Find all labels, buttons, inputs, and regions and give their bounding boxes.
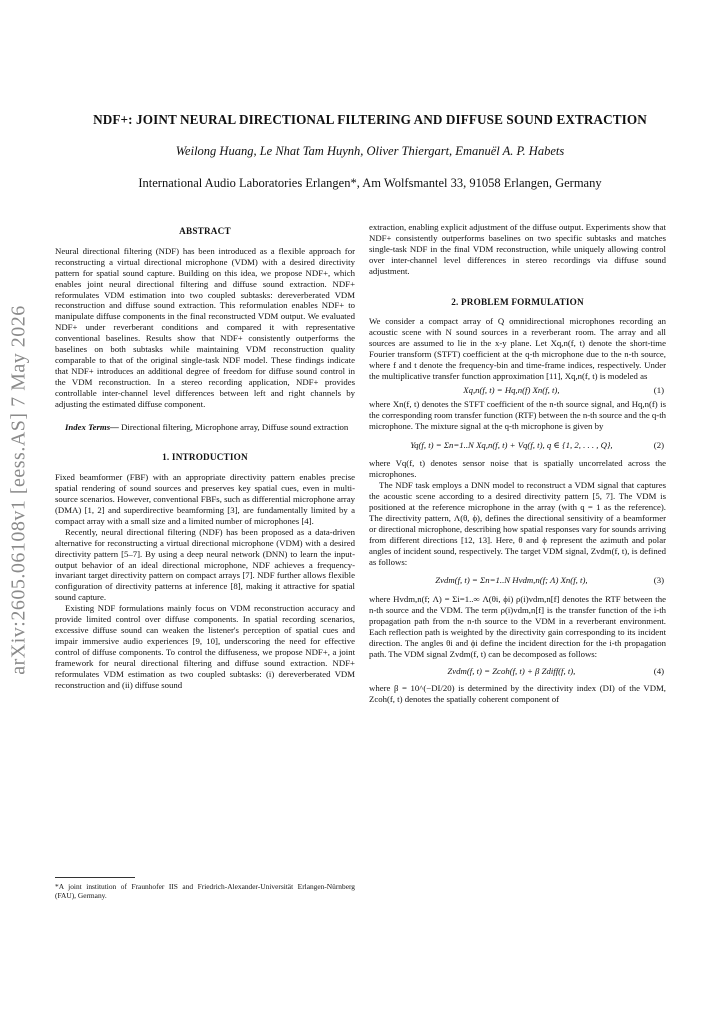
equation-4: [369, 666, 666, 677]
equation-4-body: Zvdm(f, t) = Zcoh(f, t) + β Zdiff(f, t),: [447, 665, 576, 676]
equation-2: [369, 440, 666, 451]
intro-heading: 1. INTRODUCTION: [162, 452, 248, 463]
paper-title: NDF+: JOINT NEURAL DIRECTIONAL FILTERING AND DIFFUSE SOUND EXTRACTION: [93, 112, 647, 127]
arxiv-stamp: arXiv:2605.06108v1 [eess.AS] 7 May 2026: [7, 305, 30, 675]
author-list: Weilong Huang, Le Nhat Tam Huynh, Oliver Thiergart, Emanuël A. P. Habets: [175, 144, 565, 158]
abstract-text: Neural directional filtering (NDF) has been introduced as a flexible approach for reconstructing a virtual directional microphone (VDM) with a desired directivity pattern for spatial sound capture. Building on this idea, we propose NDF+, which enables joint neural directional filtering and diffuse sound extraction. NDF+ reformulates VDM estimation into two coupled subtasks: dereverberated VDM reconstruction and diffuse sound extraction. This reformulation enables NDF+ to manipulate diffuse components in the final reconstructed VDM output. We evaluated NDF+ under reverberant conditions and compared it with representative conventional baselines. Results show that NDF+ consistently outperforms the baselines on both subtasks while maintaining VDM reconstruction quality comparable to that of the original single-task NDF model. These findings indicate that NDF+ introduces an additional degree of freedom for diffuse sound control in the VDM reconstruction. In a stereo recording application, NDF+ provides controllable inter-channel level differences between left and right channels by adjusting the estimated diffuse component.: [55, 245, 355, 409]
equation-2-number: (2): [653, 439, 664, 450]
intro-paragraph-2: Recently, neural directional filtering (NDF) has been proposed as a data-driven alternative for reconstructing a virtual directional microphone (VDM) with a desired directivity pattern [5–7]. By using a deep neural network (DNN) to learn the input-output behavior of an ideal directional microphone, NDF achieves a frequency-invariant target directivity pattern on compact arrays [7]. NDF further allows flexible configuration of directivity patterns at inference [8], making it attractive for spatial sound capture.: [55, 526, 355, 603]
equation-1: [369, 385, 666, 396]
footnote-rule: [55, 877, 135, 878]
equation-3-number: (3): [653, 575, 664, 586]
footnote: [55, 877, 355, 900]
right-column: [369, 222, 666, 705]
footnote-text: *A joint institution of Fraunhofer IIS and Friedrich-Alexander-Universität Erlangen-Nürnberg (FAU), Germany.: [55, 882, 355, 900]
equation-2-body: Yq(f, t) = Σn=1..N Xq,n(f, t) + Vq(f, t), q ∈ {1, 2, . . . , Q},: [410, 439, 613, 450]
problem-paragraph-6: where β = 10^(−DI/20) is determined by the directivity index (DI) of the VDM, Zcoh(f, t) denotes the spatially coherent component of: [369, 682, 666, 704]
equation-3: [369, 575, 666, 586]
affiliation: International Audio Laboratories Erlangen*, Am Wolfsmantel 33, 91058 Erlangen, Germany: [138, 176, 602, 190]
abstract-heading: ABSTRACT: [179, 226, 231, 236]
index-terms: [55, 422, 355, 433]
problem-heading: 2. PROBLEM FORMULATION: [451, 296, 584, 307]
problem-paragraph-5: where Hvdm,n(f; Λ) = Σi=1..∞ Λ(θi, ϕi) ρ(i)vdm,n[f] denotes the RTF between the n-th source and the VDM. The term ρ(i)vdm,n[f] is the transfer function of the i-th propagation path from the n-th source to the VDM in a reverberant environment. Each reflection path is weighted by the directivity gain corresponding to its incident direction. The angles θi and ϕi define the incident direction for the i-th propagation path. The VDM signal Zvdm(f, t) can be decomposed as follows:: [369, 594, 666, 659]
intro-paragraph-3: Existing NDF formulations mainly focus on VDM reconstruction accuracy and provide limited control over diffuse components. In spatial recording scenarios, excessive diffuse sound can weaken the listener's perception of spatial cues and impair immersive audio experiences [9, 10], underscoring the need for effective control of diffuse components. To control the diffuseness, we propose NDF+, a joint framework for neural directional filtering and diffuse sound extraction. NDF+ reformulates VDM estimation as two coupled subtasks: (i) dereverberated VDM reconstruction and (ii) diffuse sound: [55, 603, 355, 690]
problem-paragraph-1: We consider a compact array of Q omnidirectional microphones recording an acoustic scene with N sound sources in a reverberant room. The array and all sources are assumed to lie in the x-y plane. Let Xq,n(f, t) denote the short-time Fourier transform (STFT) coefficient at the q-th microphone due to the n-th source, where f and t denote the frequency-bin and time-frame indices, respectively. Under the multiplicative transfer function approximation [11], Xq,n(f, t) is modeled as: [369, 316, 666, 381]
equation-4-number: (4): [653, 665, 664, 676]
equation-3-body: Zvdm(f, t) = Σn=1..N Hvdm,n(f; Λ) Xn(f, t),: [435, 575, 588, 586]
index-terms-label: Index Terms—: [65, 421, 119, 432]
problem-paragraph-2: where Xn(f, t) denotes the STFT coefficient of the n-th source signal, and Hq,n(f) is the corresponding room transfer function (RTF) between the n-th source and the q-th microphone. The mixture signal at the q-th microphone is given by: [369, 398, 666, 431]
left-column: [55, 226, 355, 690]
intro-paragraph-1: Fixed beamformer (FBF) with an appropriate directivity pattern enables precise spatial rendering of sound sources and preserves key spatial cues, even in multi-source scenarios. However, conventional FBFs, such as differential microphone array (DMA) [1, 2] and superdirective beamforming [3], are fundamentally limited by a compact array with a small size and a limited number of microphones [4].: [55, 472, 355, 526]
problem-paragraph-4: The NDF task employs a DNN model to reconstruct a VDM signal that captures the acoustic scene according to a desired directivity pattern [5, 7]. The VDM is positioned at the reference microphone in the array (with q = 1 as the reference). The directivity pattern, Λ(θ, ϕ), defines the directional sensitivity of a beamformer or directional microphone, describing how spatial responses vary for sounds arriving from different directions [12, 13]. Here, θ and ϕ represent the azimuth and polar angles of incident sound, respectively. The target VDM signal, Zvdm(f, t), is defined as follows:: [369, 480, 666, 567]
index-terms-text: Directional filtering, Microphone array, Diffuse sound extraction: [118, 421, 349, 432]
problem-paragraph-3: where Vq(f, t) denotes sensor noise that is spatially uncorrelated across the microphones.: [369, 458, 666, 480]
right-column-continuation: extraction, enabling explicit adjustment of the diffuse output. Experiments show that NDF+ consistently outperforms baselines on two specific subtasks and matches single-task NDF in the final VDM reconstruction, while uniquely allowing control over inter-channel level differences in stereo recordings via diffuse sound adjustment.: [369, 222, 666, 276]
equation-1-number: (1): [653, 384, 664, 395]
equation-1-body: Xq,n(f, t) = Hq,n(f) Xn(f, t),: [463, 384, 560, 395]
